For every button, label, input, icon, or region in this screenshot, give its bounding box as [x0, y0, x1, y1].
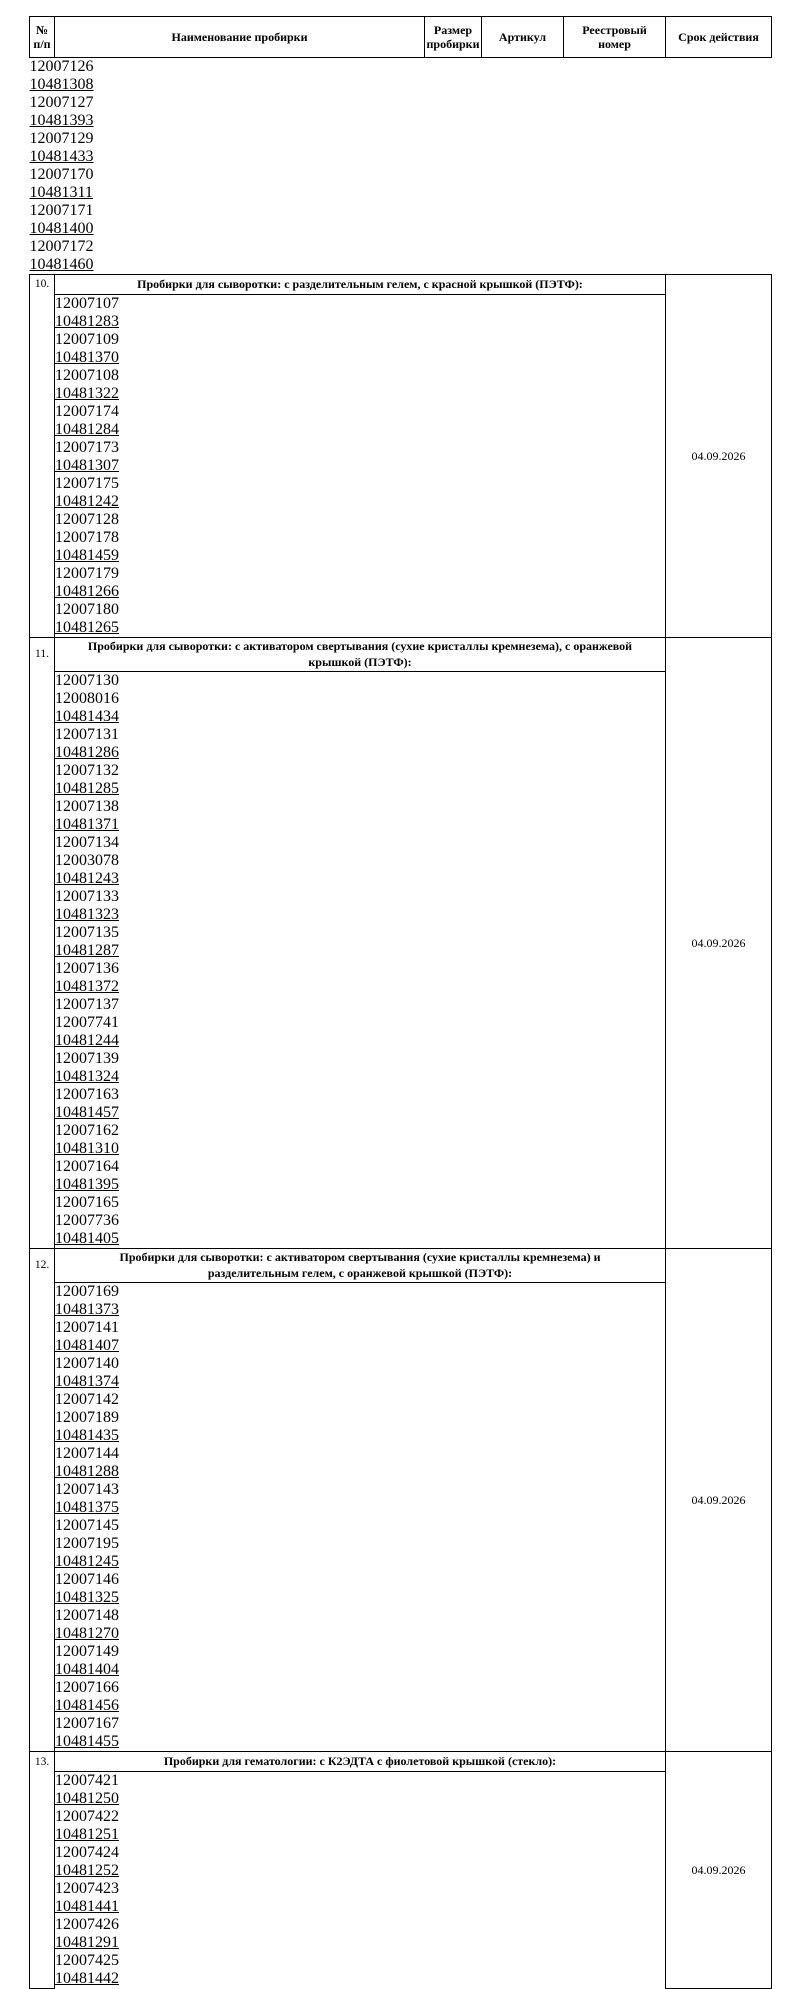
- table-row: [30, 1050, 772, 1086]
- table-row: [30, 1571, 772, 1607]
- registry-number-link[interactable]: 10481400: [29, 220, 94, 237]
- section-number-cell: [30, 275, 55, 638]
- article-number: 12007423: [55, 1880, 119, 1898]
- article-number: 12007178: [55, 529, 119, 546]
- article-number: 12007425: [55, 1952, 119, 1970]
- article-number: 12007133: [55, 888, 119, 906]
- registry-number-link[interactable]: 10481459: [55, 547, 119, 564]
- article-number: 12007126: [29, 58, 94, 75]
- article-number: 12007139: [55, 1050, 119, 1068]
- registry-number-link[interactable]: 10481252: [55, 1862, 119, 1880]
- article-number: 12007426: [55, 1916, 119, 1934]
- registry-number-link[interactable]: 10481457: [55, 1104, 119, 1122]
- table-row: [30, 1952, 772, 1988]
- registry-number-link[interactable]: 10481242: [55, 493, 119, 510]
- article-number: 12007136: [55, 960, 119, 978]
- section-term-cell: 04.09.2026: [666, 1249, 772, 1752]
- registry-number-link[interactable]: 10481244: [55, 1032, 119, 1050]
- article-number: 12003078: [55, 852, 119, 870]
- table-row: [30, 960, 772, 996]
- section-header-row: [30, 1249, 772, 1283]
- article-number: 12007144: [55, 1445, 119, 1463]
- table-row: [30, 1283, 772, 1320]
- article-number: 12007128: [55, 511, 119, 528]
- registry-number-link[interactable]: 10481370: [55, 349, 119, 366]
- article-number: 12007135: [55, 924, 119, 942]
- article-number: 12007164: [55, 1158, 119, 1176]
- article-number: 12007145: [55, 1517, 119, 1535]
- registry-number-link[interactable]: 10481284: [55, 421, 119, 438]
- table-row: [30, 1679, 772, 1715]
- table-row: [30, 529, 772, 565]
- registry-number-link[interactable]: 10481243: [55, 870, 119, 888]
- registry-number-link[interactable]: 10481404: [55, 1661, 119, 1679]
- column-header-size: Размер пробирки: [425, 17, 482, 58]
- article-number: 12007175: [55, 475, 119, 492]
- registry-number-link[interactable]: 10481265: [55, 619, 119, 636]
- registry-number-link[interactable]: 10481291: [55, 1934, 119, 1952]
- section-number: 12.: [34, 1259, 50, 1272]
- article-number: 12007134: [55, 834, 119, 852]
- table-row: [30, 403, 772, 439]
- table-row: [30, 511, 772, 529]
- article-number: 12007424: [55, 1844, 119, 1862]
- article-number: 12007129: [29, 130, 94, 147]
- section-title: Пробирки для сыворотки: с активатором свертывания (сухие кристаллы кремнезема), с оранжевой крышкой (ПЭТФ):: [55, 638, 666, 672]
- registry-number-link[interactable]: 10481374: [55, 1373, 119, 1391]
- article-number: 12007148: [55, 1607, 119, 1625]
- article-number: 12007149: [55, 1643, 119, 1661]
- registry-number-link[interactable]: 10481283: [55, 313, 119, 330]
- table-row: [30, 601, 772, 638]
- table-row: [30, 1880, 772, 1916]
- section-number: 13.: [34, 1755, 50, 1768]
- registry-number-link[interactable]: 10481311: [29, 184, 93, 201]
- article-number: 12007107: [55, 295, 119, 312]
- registry-number-link[interactable]: 10481434: [55, 708, 119, 726]
- table-row: [30, 238, 772, 275]
- section-header-row: [30, 275, 772, 295]
- article-number: 12007736: [55, 1212, 119, 1230]
- article-number: 12007146: [55, 1571, 119, 1589]
- article-number: 12007109: [55, 331, 119, 348]
- table-row: [30, 202, 772, 238]
- article-number: 12007422: [55, 1808, 119, 1826]
- table-row: [30, 1445, 772, 1481]
- article-number: 12007179: [55, 565, 119, 582]
- table-row: [30, 1086, 772, 1122]
- table-row: [30, 295, 772, 332]
- registry-number-link[interactable]: 10481455: [55, 1733, 119, 1751]
- table-row: [30, 367, 772, 403]
- registry-number-link[interactable]: 10481288: [55, 1463, 119, 1481]
- table-row: [30, 1643, 772, 1679]
- article-number: 12007170: [29, 166, 94, 183]
- table-row: [30, 565, 772, 601]
- section-number-cell: [30, 1249, 55, 1752]
- registry-number-link[interactable]: 10481375: [55, 1499, 119, 1517]
- column-header-term: Срок действия: [666, 17, 772, 58]
- table-row: [30, 94, 772, 130]
- table-row: [30, 1194, 772, 1249]
- article-number: 12007169: [55, 1283, 119, 1301]
- table-row: [30, 58, 772, 95]
- registry-number-link[interactable]: 10481460: [29, 256, 94, 273]
- table-row: [30, 439, 772, 475]
- article-number: 12007127: [29, 94, 94, 111]
- article-number: 12007172: [29, 238, 94, 255]
- table-row: [30, 834, 772, 888]
- section-term-cell: 04.09.2026: [666, 638, 772, 1249]
- table-row: [30, 1122, 772, 1158]
- section-number: 11.: [35, 648, 49, 661]
- article-number: 12007174: [55, 403, 119, 420]
- section-number-cell: [30, 1752, 55, 1989]
- registry-number-link[interactable]: 10481287: [55, 942, 119, 960]
- registry-number-link[interactable]: 10481433: [29, 148, 94, 165]
- table-row: [30, 1808, 772, 1844]
- article-number: 12007165: [55, 1194, 119, 1212]
- section-number: 10.: [34, 278, 50, 291]
- article-number: 12007137: [55, 996, 119, 1014]
- registry-number-link[interactable]: 10481322: [55, 385, 119, 402]
- table-row: [30, 331, 772, 367]
- table-row: [30, 1391, 772, 1445]
- article-number: 12007173: [55, 439, 119, 456]
- table-row: [30, 1772, 772, 1809]
- registry-number-link[interactable]: 10481373: [55, 1301, 119, 1319]
- article-number: 12007108: [55, 367, 119, 384]
- tube-registry-table: [29, 16, 772, 1989]
- column-header-name: Наименование пробирки: [55, 17, 425, 58]
- table-row: [30, 1481, 772, 1517]
- article-number: 12007143: [55, 1481, 119, 1499]
- registry-number-link[interactable]: 10481371: [55, 816, 119, 834]
- column-header-article: Артикул: [482, 17, 564, 58]
- registry-number-link[interactable]: 10481435: [55, 1427, 119, 1445]
- article-number: 12007195: [55, 1535, 119, 1553]
- table-row: [30, 475, 772, 511]
- section-term-cell: 04.09.2026: [666, 275, 772, 638]
- table-row: [30, 1517, 772, 1571]
- table-row: [30, 924, 772, 960]
- table-row: [30, 1715, 772, 1752]
- registry-number-link[interactable]: 10481442: [55, 1970, 119, 1988]
- table-header: [30, 17, 772, 58]
- table-row: [30, 798, 772, 834]
- registry-number-link[interactable]: 10481251: [55, 1826, 119, 1844]
- registry-number-link[interactable]: 10481266: [55, 583, 119, 600]
- article-number: 12007189: [55, 1409, 119, 1427]
- header-row: [30, 17, 772, 58]
- article-number: 12007167: [55, 1715, 119, 1733]
- registry-number-link[interactable]: 10481324: [55, 1068, 119, 1086]
- registry-number-link[interactable]: 10481310: [55, 1140, 119, 1158]
- table-row: [30, 1319, 772, 1355]
- section-term-cell: 04.09.2026: [666, 1752, 772, 1989]
- column-header-registry: Реестровый номер: [564, 17, 666, 58]
- table-row: [30, 1607, 772, 1643]
- section-header-row: [30, 638, 772, 672]
- article-number: 12007741: [55, 1014, 119, 1032]
- registry-number-link[interactable]: 10481441: [55, 1898, 119, 1916]
- table-row: [30, 762, 772, 798]
- registry-number-link[interactable]: 10481325: [55, 1589, 119, 1607]
- registry-number-link[interactable]: 10481250: [55, 1790, 119, 1808]
- section-number-cell: [30, 638, 55, 1249]
- article-number: 12008016: [55, 690, 119, 708]
- registry-number-link[interactable]: 10481393: [29, 112, 94, 129]
- article-number: 12007132: [55, 762, 119, 780]
- registry-number-link[interactable]: 10481245: [55, 1553, 119, 1571]
- section-title: Пробирки для сыворотки: с разделительным гелем, с красной крышкой (ПЭТФ):: [55, 275, 666, 295]
- registry-number-link[interactable]: 10481407: [55, 1337, 119, 1355]
- table-row: [30, 166, 772, 202]
- article-number: 12007141: [55, 1319, 119, 1337]
- article-number: 12007171: [29, 202, 94, 219]
- article-number: 12007138: [55, 798, 119, 816]
- registry-number-link[interactable]: 10481372: [55, 978, 119, 996]
- registry-number-link[interactable]: 10481395: [55, 1176, 119, 1194]
- registry-number-link[interactable]: 10481285: [55, 780, 119, 798]
- article-number: 12007421: [55, 1772, 119, 1790]
- section-title: Пробирки для сыворотки: с активатором свертывания (сухие кристаллы кремнезема) и разделительным гелем, с оранжевой крышкой (ПЭТФ):: [55, 1249, 666, 1283]
- registry-number-link[interactable]: 10481286: [55, 744, 119, 762]
- table-row: [30, 1916, 772, 1952]
- table-row: [30, 726, 772, 762]
- table-row: [30, 1844, 772, 1880]
- column-header-number: № п/п: [30, 17, 55, 58]
- registry-number-link[interactable]: 10481405: [55, 1230, 119, 1248]
- section-header-row: [30, 1752, 772, 1772]
- registry-number-link[interactable]: 10481307: [55, 457, 119, 474]
- article-number: 12007140: [55, 1355, 119, 1373]
- table-row: [30, 1158, 772, 1194]
- table-row: [30, 996, 772, 1050]
- table-row: [30, 130, 772, 166]
- table-row: [30, 672, 772, 727]
- article-number: 12007162: [55, 1122, 119, 1140]
- article-number: 12007180: [55, 601, 119, 618]
- article-number: 12007166: [55, 1679, 119, 1697]
- article-number: 12007130: [55, 672, 119, 690]
- registry-number-link[interactable]: 10481456: [55, 1697, 119, 1715]
- registry-number-link[interactable]: 10481270: [55, 1625, 119, 1643]
- table-row: [30, 1355, 772, 1391]
- article-number: 12007163: [55, 1086, 119, 1104]
- article-number: 12007131: [55, 726, 119, 744]
- table-row: [30, 888, 772, 924]
- registry-number-link[interactable]: 10481323: [55, 906, 119, 924]
- section-title: Пробирки для гематологии: с К2ЭДТА с фиолетовой крышкой (стекло):: [55, 1752, 666, 1772]
- tube-table-body: [30, 58, 772, 1989]
- registry-number-link[interactable]: 10481308: [29, 76, 94, 93]
- article-number: 12007142: [55, 1391, 119, 1409]
